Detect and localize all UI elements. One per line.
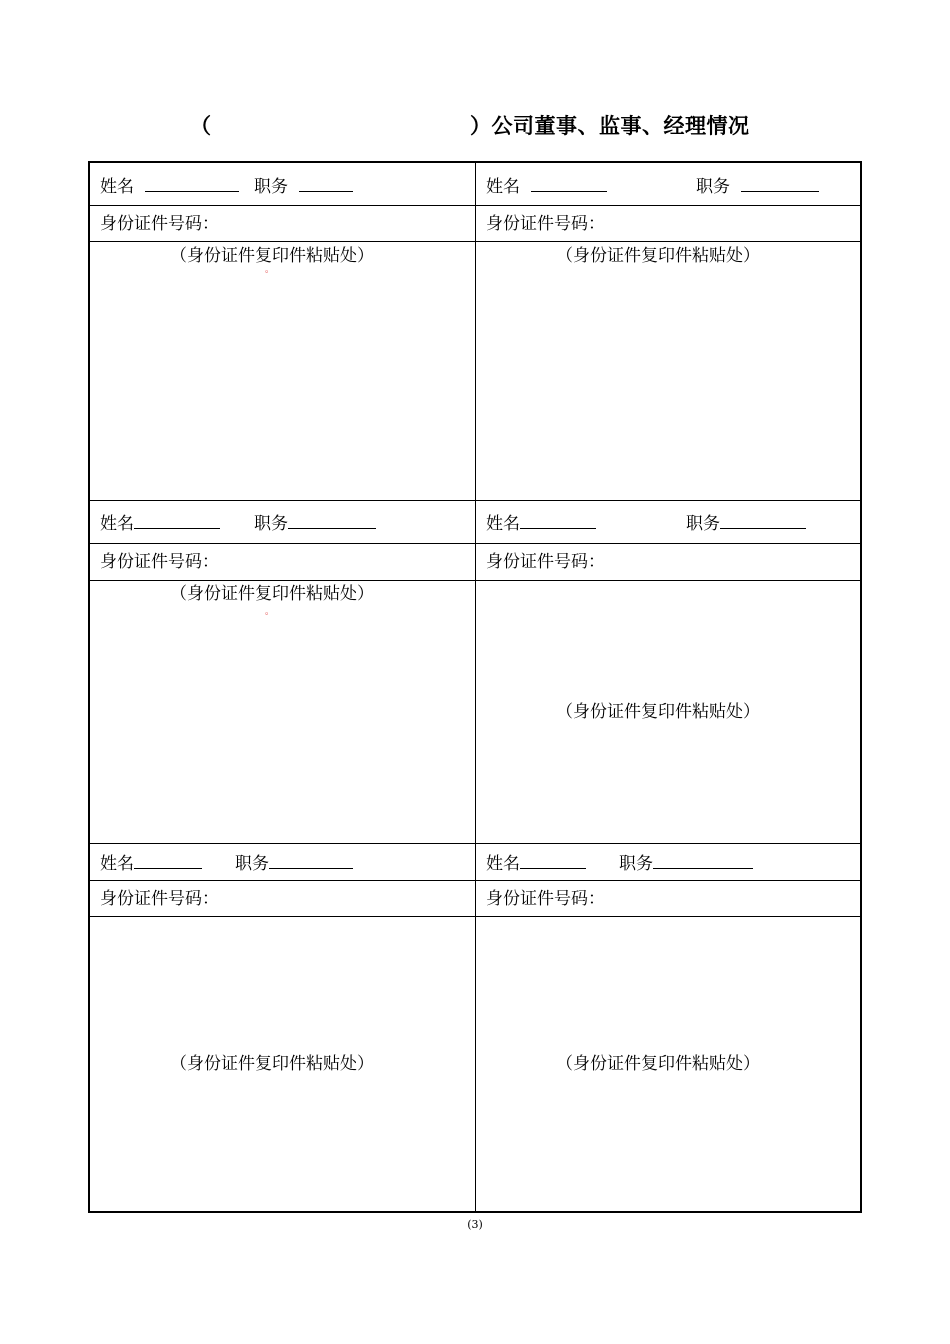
position-label: 职务: [619, 854, 653, 874]
name-field: [486, 512, 596, 534]
id-number-label: 身份证件号码：: [486, 552, 605, 572]
position-label: 职务: [696, 177, 730, 197]
position-field: [619, 852, 753, 874]
red-mark: 。: [265, 607, 275, 617]
position-blank[interactable]: [720, 512, 806, 529]
name-blank[interactable]: [134, 512, 220, 529]
position-blank[interactable]: [299, 175, 353, 192]
id-number-label: 身份证件号码：: [100, 889, 219, 909]
name-label: 姓名: [486, 854, 520, 874]
officers-table: [88, 161, 862, 1213]
position-blank[interactable]: [269, 852, 353, 869]
position-field: [254, 512, 376, 534]
position-field: [696, 175, 819, 197]
name-label: 姓名: [100, 514, 134, 534]
name-blank[interactable]: [520, 512, 596, 529]
name-blank[interactable]: [145, 175, 239, 192]
row-divider: [90, 500, 860, 501]
name-blank[interactable]: [531, 175, 607, 192]
position-field: [686, 512, 806, 534]
name-field: [486, 852, 586, 874]
row-divider: [90, 916, 860, 917]
id-copy-paste-area: （身份证件复印件粘贴处）: [556, 1054, 760, 1074]
name-field: [486, 175, 607, 197]
row-divider: [90, 241, 860, 242]
position-label: 职务: [235, 854, 269, 874]
name-label: 姓名: [100, 854, 134, 874]
position-label: 职务: [686, 514, 720, 534]
id-number-label: 身份证件号码：: [100, 552, 219, 572]
id-copy-paste-area: （身份证件复印件粘贴处）: [556, 702, 760, 722]
id-number-label: 身份证件号码：: [100, 214, 219, 234]
name-label: 姓名: [100, 177, 134, 197]
page-number: (3): [467, 1218, 483, 1231]
title-open-paren: （: [190, 114, 211, 138]
title-text: ）公司董事、监事、经理情况: [470, 114, 750, 138]
position-label: 职务: [254, 177, 288, 197]
name-field: [100, 175, 239, 197]
column-divider: [475, 163, 476, 1211]
id-copy-paste-area: （身份证件复印件粘贴处）: [170, 246, 374, 266]
position-label: 职务: [254, 514, 288, 534]
id-number-label: 身份证件号码：: [486, 214, 605, 234]
row-divider: [90, 205, 860, 206]
name-field: [100, 512, 220, 534]
name-label: 姓名: [486, 514, 520, 534]
row-divider: [90, 580, 860, 581]
id-copy-paste-area: （身份证件复印件粘贴处）: [170, 1054, 374, 1074]
name-blank[interactable]: [520, 852, 586, 869]
id-copy-paste-area: （身份证件复印件粘贴处）: [556, 246, 760, 266]
row-divider: [90, 843, 860, 844]
position-blank[interactable]: [741, 175, 819, 192]
position-blank[interactable]: [288, 512, 376, 529]
row-divider: [90, 880, 860, 881]
page-title: [0, 110, 950, 140]
id-number-label: 身份证件号码：: [486, 889, 605, 909]
position-blank[interactable]: [653, 852, 753, 869]
position-field: [254, 175, 353, 197]
name-blank[interactable]: [134, 852, 202, 869]
name-field: [100, 852, 202, 874]
id-copy-paste-area: （身份证件复印件粘贴处）: [170, 584, 374, 604]
position-field: [235, 852, 353, 874]
row-divider: [90, 543, 860, 544]
red-mark: 。: [265, 265, 275, 275]
name-label: 姓名: [486, 177, 520, 197]
